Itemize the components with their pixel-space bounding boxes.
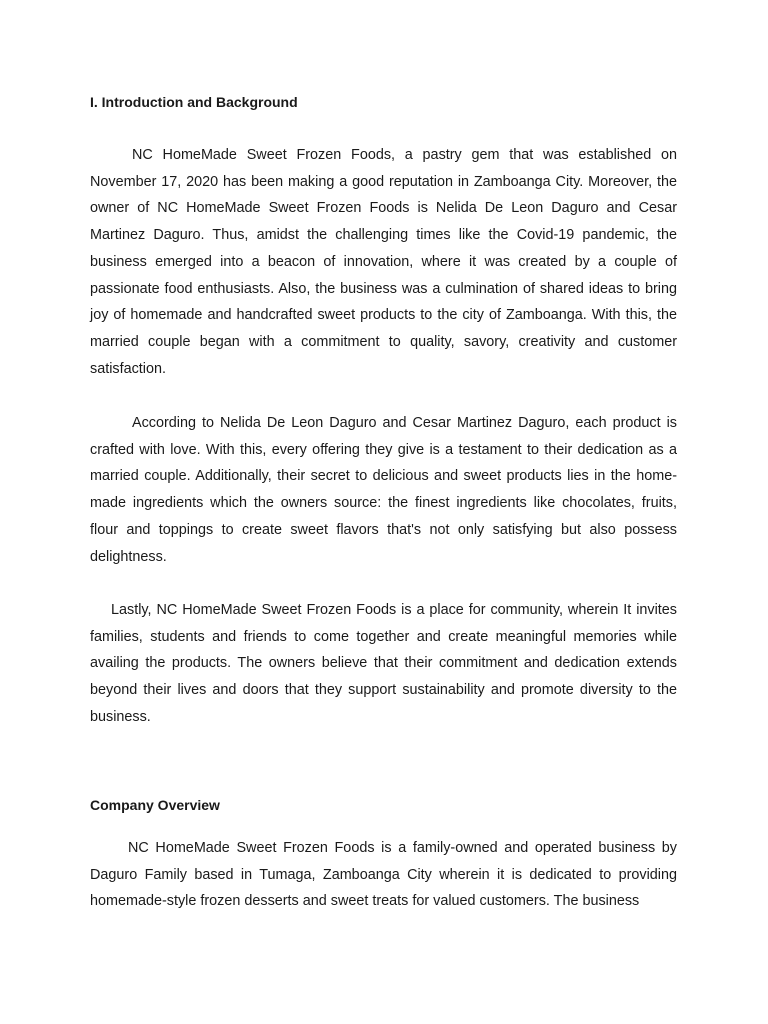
section-heading-introduction: I. Introduction and Background [90, 94, 298, 110]
section-heading-company-overview: Company Overview [90, 797, 220, 813]
paragraph-company-overview-1: NC HomeMade Sweet Frozen Foods is a family-owned and operated business by Daguro Family based in Tumaga, Zamboanga City wherein it is dedicated to providing homemade-style frozen desserts and sweet treats for valued customers. The business [90, 840, 677, 910]
paragraph-introduction-2: According to Nelida De Leon Daguro and Cesar Martinez Daguro, each product is crafted with love. With this, every offering they give is a testament to their dedication as a married couple. Additionally, their secret to delicious and sweet products lies in the home-made ingredients which the owners source: the finest ingredients like chocolates, fruits, flour and toppings to create sweet flavors that's not only satisfying but also possess delightness. [90, 415, 677, 565]
paragraph-introduction-3: Lastly, NC HomeMade Sweet Frozen Foods is a place for community, wherein It invites families, students and friends to come together and create meaningful memories while availing the products. The owners believe that their commitment and dedication extends beyond their lives and doors that they support sustainability and promote diversity to the business. [90, 602, 677, 725]
paragraph-introduction-1: NC HomeMade Sweet Frozen Foods, a pastry gem that was established on November 17, 2020 has been making a good reputation in Zamboanga City. Moreover, the owner of NC HomeMade Sweet Frozen Foods is Nelida De Leon Daguro and Cesar Martinez Daguro. Thus, amidst the challenging times like the Covid-19 pandemic, the business emerged into a beacon of innovation, where it was created by a couple of passionate food enthusiasts. Also, the business was a culmination of shared ideas to bring joy of homemade and handcrafted sweet products to the city of Zamboanga. With this, the married couple began with a commitment to quality, savory, creativity and customer satisfaction. [90, 147, 677, 377]
